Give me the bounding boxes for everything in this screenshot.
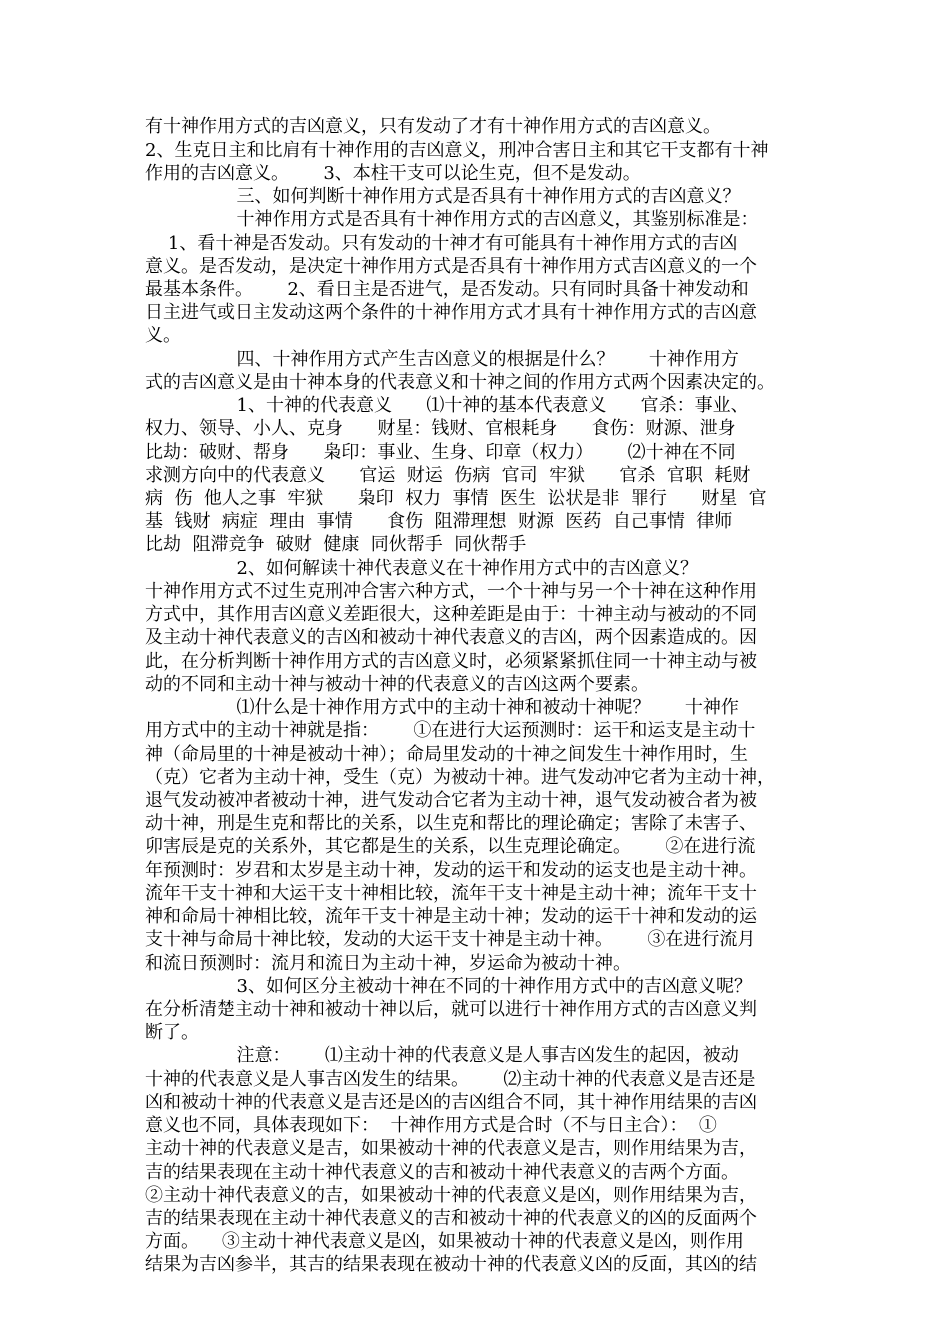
text-line: 1、看十神是否发动。只有发动的十神才有可能具有十神作用方式的吉凶 xyxy=(145,233,738,254)
text-line: 十神作用方式是否具有十神作用方式的吉凶意义，其鉴别标准是： xyxy=(145,209,759,230)
text-line: 注意： ⑴主动十神的代表意义是人事吉凶发生的起因，被动 xyxy=(145,1045,739,1066)
text-line: 年预测时：岁君和太岁是主动十神，发动的运干和发动的运支也是主动十神。 xyxy=(145,860,757,881)
text-line: 结果为吉凶参半，其吉的结果表现在被动十神的代表意义凶的反面，其凶的结 xyxy=(145,1254,757,1275)
text-line: 此，在分析判断十神作用方式的吉凶意义时，必须紧紧抓住同一十神主动与被 xyxy=(145,651,757,672)
text-line: 断了。 xyxy=(145,1022,199,1043)
text-line: 2、如何解读十神代表意义在十神作用方式中的吉凶意义？ xyxy=(145,558,698,579)
text-line: 式的吉凶意义是由十神本身的代表意义和十神之间的作用方式两个因素决定的。 xyxy=(145,372,775,393)
text-line: 求测方向中的代表意义 官运 财运 伤病 官司 牢狱 官杀 官职 耗财 xyxy=(145,465,751,486)
text-line: 十神的代表意义是人事吉凶发生的结果。 ⑵主动十神的代表意义是吉还是 xyxy=(145,1069,756,1090)
text-line: 凶和被动十神的代表意义是吉还是凶的吉凶组合不同，其十神作用结果的吉凶 xyxy=(145,1092,757,1113)
text-line: 在分析清楚主动十神和被动十神以后，就可以进行十神作用方式的吉凶意义判 xyxy=(145,999,757,1020)
text-line: 支十神与命局十神比较，发动的大运干支十神是主动十神。 ③在进行流月 xyxy=(145,929,756,950)
text-line: 意义也不同，具体表现如下： 十神作用方式是合时（不与日主合）： ① xyxy=(145,1115,717,1136)
text-line: 方式中，其作用吉凶意义差距很大，这种差距是由于：十神主动与被动的不同 xyxy=(145,604,757,625)
text-line: 吉的结果表现在主动十神代表意义的吉和被动十神的代表意义的凶的反面两个 xyxy=(145,1208,757,1229)
text-line: 比劫 阻滞竞争 破财 健康 同伙帮手 同伙帮手 xyxy=(145,534,527,555)
text-line: 义。 xyxy=(145,325,181,346)
text-line: 主动十神的代表意义是吉，如果被动十神的代表意义是吉，则作用结果为吉， xyxy=(145,1138,757,1159)
text-line: 1、十神的代表意义 ⑴十神的基本代表意义 官杀：事业、 xyxy=(145,395,749,416)
text-line: 四、十神作用方式产生吉凶意义的根据是什么？ 十神作用方 xyxy=(145,349,739,370)
text-line: 神和命局十神相比较，流年干支十神是主动十神；发动的运干十神和发动的运 xyxy=(145,906,757,927)
text-line: 神（命局里的十神是被动十神）；命局里发动的十神之间发生十神作用时，生 xyxy=(145,744,748,765)
text-line: 用方式中的主动十神就是指： ①在进行大运预测时：运干和运支是主动十 xyxy=(145,720,756,741)
text-line: 有十神作用方式的吉凶意义，只有发动了才有十神作用方式的吉凶意义。 xyxy=(145,116,721,137)
text-line: 最基本条件。 2、看日主是否进气，是否发动。只有同时具备十神发动和 xyxy=(145,279,749,300)
text-line: 三、如何判断十神作用方式是否具有十神作用方式的吉凶意义？ xyxy=(145,186,741,207)
text-line: （克）它者为主动十神，受生（克）为被动十神。进气发动冲它者为主动十神， xyxy=(145,767,775,788)
text-line: 卯害辰是克的关系外，其它都是生的关系，以生克理论确定。 ②在进行流 xyxy=(145,836,756,857)
text-line: 作用的吉凶意义。 3、本柱干支可以论生克，但不是发动。 xyxy=(145,163,641,184)
text-line: 3、如何区分主被动十神在不同的十神作用方式中的吉凶意义呢？ xyxy=(145,976,752,997)
text-line: 及主动十神代表意义的吉凶和被动十神代表意义的吉凶，两个因素造成的。因 xyxy=(145,627,757,648)
text-line: 比劫：破财、帮身 枭印：事业、生身、印章（权力） ⑵十神在不同 xyxy=(145,442,736,463)
text-line: 吉的结果表现在主动十神代表意义的吉和被动十神代表意义的吉两个方面。 xyxy=(145,1162,739,1183)
text-line: 流年干支十神和大运干支十神相比较，流年干支十神是主动十神；流年干支十 xyxy=(145,883,757,904)
text-line: 日主进气或日主发动这两个条件的十神作用方式才具有十神作用方式的吉凶意 xyxy=(145,302,757,323)
text-line: 动的不同和主动十神与被动十神的代表意义的吉凶这两个要素。 xyxy=(145,674,649,695)
text-line: 基 钱财 病症 理由 事情 食伤 阻滞理想 财源 医药 自己事情 律师 xyxy=(145,511,733,532)
text-line: 权力、领导、小人、克身 财星：钱财、官根耗身 食伤：财源、泄身 xyxy=(145,418,736,439)
text-line: ②主动十神代表意义的吉，如果被动十神的代表意义是凶，则作用结果为吉， xyxy=(145,1185,757,1206)
text-line: 意义。是否发动，是决定十神作用方式是否具有十神作用方式吉凶意义的一个 xyxy=(145,256,757,277)
text-line: 十神作用方式不过生克刑冲合害六种方式，一个十神与另一个十神在这种作用 xyxy=(145,581,757,602)
text-line: 退气发动被冲者被动十神，进气发动合它者为主动十神，退气发动被合者为被 xyxy=(145,790,757,811)
text-line: 2、生克日主和比肩有十神作用的吉凶意义，刑冲合害日主和其它干支都有十神 xyxy=(145,140,769,161)
text-line: ⑴什么是十神作用方式中的主动十神和被动十神呢？ 十神作 xyxy=(145,697,739,718)
text-line: 动十神，刑是生克和帮比的关系，以生克和帮比的理论确定；害除了未害子、 xyxy=(145,813,757,834)
text-line: 病 伤 他人之事 牢狱 枭印 权力 事情 医生 讼状是非 罪行 财星 官 xyxy=(145,488,767,509)
text-line: 和流日预测时：流月和流日为主动十神，岁运命为被动十神。 xyxy=(145,953,631,974)
text-line: 方面。 ③主动十神代表意义是凶，如果被动十神的代表意义是凶，则作用 xyxy=(145,1231,744,1252)
